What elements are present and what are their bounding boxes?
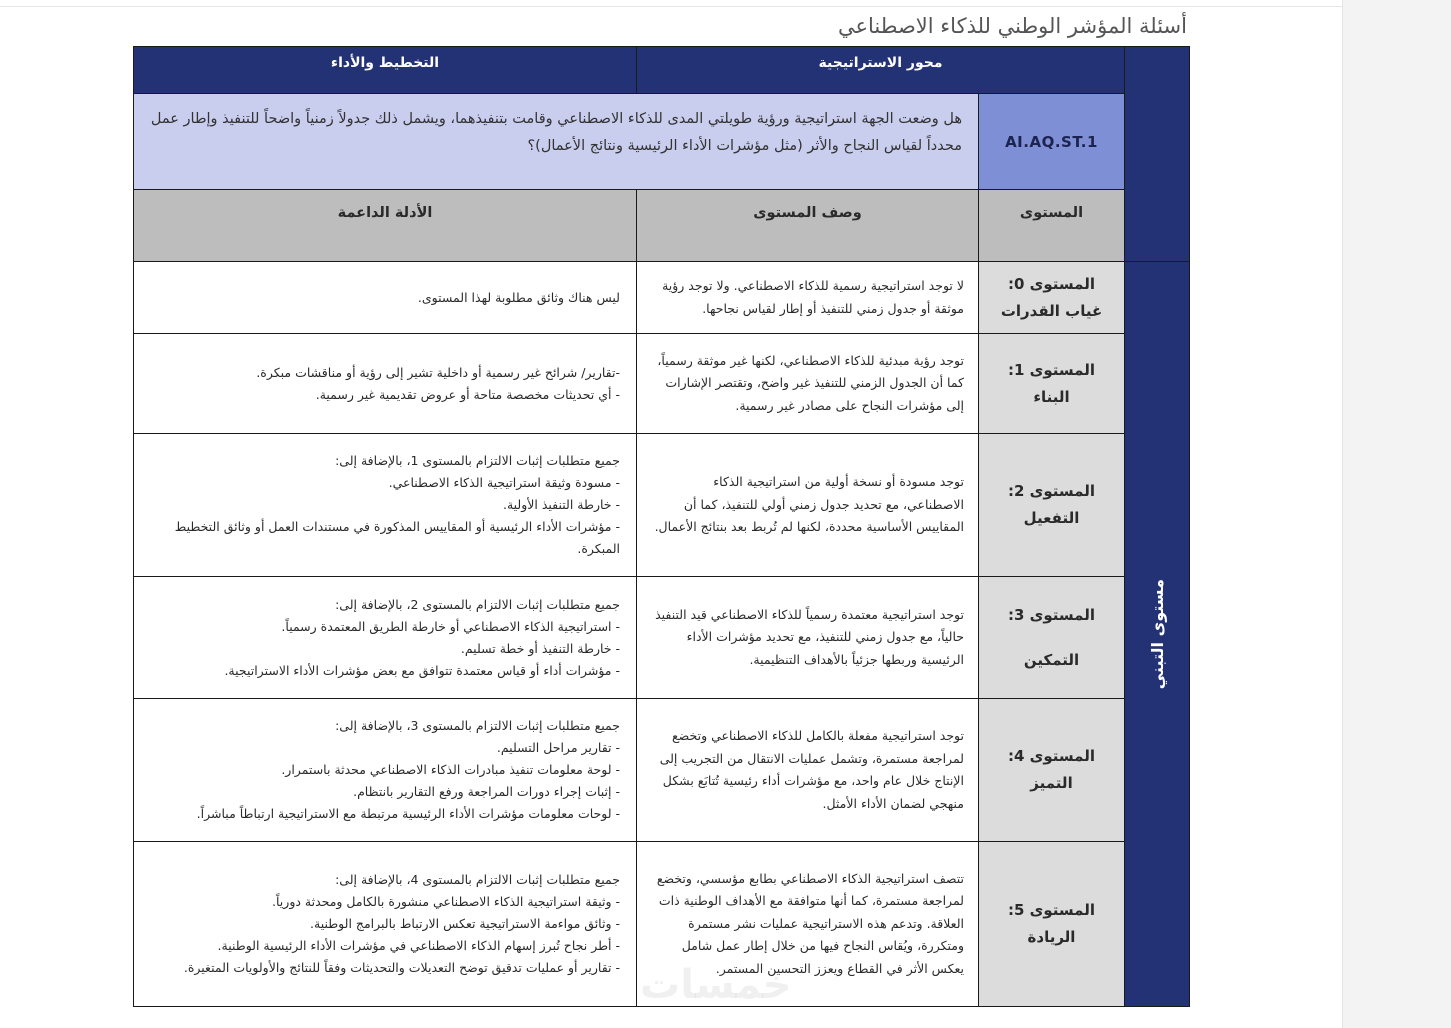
level-name: التمكين: [1023, 650, 1080, 669]
evidence-line: - أي تحديثات مخصصة متاحة أو عروض تقديمية غير رسمية.: [315, 386, 620, 402]
evidence-line: - تقارير أو عمليات تدقيق توضح التعديلات والتحديثات وفقاً للنتائج والأولويات المتغيرة.: [183, 960, 620, 975]
description-level-2: توجد مسودة أو نسخة أولية من استراتيجية الذكاء الاصطناعي، مع تحديد جدول زمني أولي للتنفيذ، كما أن المقاييس الأساسية محددة، لكنها لم تُربط بعد بنتائج الأعمال.: [637, 434, 979, 577]
level-0: [979, 262, 1125, 334]
evidence-line: - لوحة معلومات تنفيذ مبادرات الذكاء الاصطناعي محدثة باستمرار.: [281, 762, 620, 777]
question-code: AI.AQ.ST.1: [979, 94, 1125, 190]
side-band-top: [1125, 46, 1190, 262]
evidence-line: - مؤشرات أداء أو قياس معتمدة تتوافق مع بعض مؤشرات الأداء الاستراتيجية.: [224, 662, 620, 678]
level-title: المستوى 2:: [1007, 482, 1096, 500]
column-description-header: وصف المستوى: [637, 190, 979, 262]
level-1: [979, 334, 1125, 434]
level-title: المستوى 3:: [1007, 605, 1096, 624]
evidence-line: جميع متطلبات إثبات الالتزام بالمستوى 1، بالإضافة إلى:: [335, 453, 620, 468]
header-strategy-axis: محور الاستراتيجية: [637, 46, 1125, 94]
evidence-line: - خارطة التنفيذ أو خطة تسليم.: [460, 640, 620, 656]
description-level-1: توجد رؤية مبدئية للذكاء الاصطناعي، لكنها غير موثقة رسمياً، كما أن الجدول الزمني للتنفيذ غير واضح، وتقتصر الإشارات إلى مؤشرات النجاح على مصادر غير رسمية.: [637, 334, 979, 434]
level-4: [979, 699, 1125, 842]
level-3: [979, 577, 1125, 699]
right-side-panel: [1342, 0, 1451, 1028]
evidence-line: - خارطة التنفيذ الأولية.: [502, 497, 620, 512]
column-evidence-header: الأدلة الداعمة: [133, 190, 637, 262]
evidence-line: - مؤشرات الأداء الرئيسية أو المقاييس المذكورة في مستندات العمل أو وثائق التخطيط المبكرة.: [174, 519, 620, 556]
evidence-level-2: [133, 434, 637, 577]
level-title: المستوى 0:: [1007, 274, 1096, 293]
evidence-line: - إثبات إجراء دورات المراجعة ورفع التقارير بانتظام.: [353, 784, 620, 799]
evidence-line: - استراتيجية الذكاء الاصطناعي أو خارطة الطريق المعتمدة رسمياً.: [281, 618, 620, 634]
evidence-level-3: [133, 577, 637, 699]
column-level-header: المستوى: [979, 190, 1125, 262]
level-2: [979, 434, 1125, 577]
evidence-line: -تقارير/ شرائح غير رسمية أو داخلية تشير إلى رؤية أو مناقشات مبكرة.: [256, 364, 620, 380]
description-level-4: توجد استراتيجية مفعلة بالكامل للذكاء الاصطناعي وتخضع لمراجعة مستمرة، وتشمل عمليات الانتقال من التجريب إلى الإنتاج خلال عام واحد، مع مؤشرات أداء رئيسية تُتابَع بشكل منهجي لضمان الأداء الأمثل.: [637, 699, 979, 842]
level-5: [979, 842, 1125, 1007]
evidence-line: - مسودة وثيقة استراتيجية الذكاء الاصطناعي.: [388, 475, 620, 490]
level-name: غياب القدرات: [1000, 301, 1103, 320]
evidence-line: جميع متطلبات إثبات الالتزام بالمستوى 4، بالإضافة إلى:: [335, 872, 620, 887]
evidence-line: جميع متطلبات إثبات الالتزام بالمستوى 3، بالإضافة إلى:: [335, 718, 620, 733]
evidence-level-0: [133, 262, 637, 334]
question-text: هل وضعت الجهة استراتيجية ورؤية طويلتي المدى للذكاء الاصطناعي وقامت بتنفيذهما، ويشمل ذلك جدولاً زمنياً واضحاً للتنفيذ وإطار عمل محدداً لقياس النجاح والأثر (مثل مؤشرات الأداء الرئيسية ونتائج الأعمال)؟: [133, 94, 979, 190]
evidence-line: - وثائق مواءمة الاستراتيجية تعكس الارتباط بالبرامج الوطنية.: [310, 916, 620, 931]
level-title: المستوى 1:: [1007, 360, 1096, 379]
evidence-line: - وثيقة استراتيجية الذكاء الاصطناعي منشورة بالكامل ومحدثة دورياً.: [272, 894, 620, 909]
evidence-level-4: [133, 699, 637, 842]
header-planning: التخطيط والأداء: [133, 46, 637, 94]
adoption-level-side-label: [1125, 262, 1190, 1007]
description-level-0: لا توجد استراتيجية رسمية للذكاء الاصطناعي. ولا توجد رؤية موثقة أو جدول زمني للتنفيذ أو إطار لقياس نجاحها.: [637, 262, 979, 334]
level-name: الريادة: [1027, 928, 1076, 946]
description-level-5: تتصف استراتيجية الذكاء الاصطناعي بطابع مؤسسي، وتخضع لمراجعة مستمرة، كما أنها متوافقة مع الأهداف الوطنية ذات العلاقة. وتدعم هذه الاستراتيجية عمليات نشر مستمرة ومتكررة، ويُقاس النجاح فيها من خلال إطار عمل شامل يعكس الأثر في القطاع ويعزز التحسين المستمر.: [637, 842, 979, 1007]
evidence-line: - أطر نجاح تُبرز إسهام الذكاء الاصطناعي في مؤشرات الأداء الرئيسية الوطنية.: [217, 938, 620, 953]
description-level-3: توجد استراتيجية معتمدة رسمياً للذكاء الاصطناعي قيد التنفيذ حالياً، مع جدول زمني للتنفيذ، مع تحديد مؤشرات الأداء الرئيسية وربطها جزئياً بالأهداف التنظيمية.: [637, 577, 979, 699]
level-title: المستوى 4:: [1007, 747, 1096, 765]
evidence-line: جميع متطلبات إثبات الالتزام بالمستوى 2، بالإضافة إلى:: [335, 596, 620, 612]
evidence-line: - لوحات معلومات مؤشرات الأداء الرئيسية مرتبطة مع الاستراتيجية ارتباطاً مباشراً.: [196, 806, 620, 821]
level-title: المستوى 5:: [1007, 901, 1096, 919]
page-title: أسئلة المؤشر الوطني للذكاء الاصطناعي: [837, 14, 1187, 38]
evidence-line: ليس هناك وثائق مطلوبة لهذا المستوى.: [417, 289, 620, 305]
level-name: التفعيل: [1023, 509, 1080, 527]
top-divider: [0, 6, 1342, 7]
evidence-line: - تقارير مراحل التسليم.: [496, 740, 620, 755]
evidence-level-1: [133, 334, 637, 434]
maturity-table: [133, 46, 1190, 1007]
level-name: التميز: [1030, 774, 1073, 792]
evidence-level-5: [133, 842, 637, 1007]
level-name: البناء: [1033, 387, 1070, 406]
side-label-text: مستوى التبني: [1147, 578, 1167, 690]
